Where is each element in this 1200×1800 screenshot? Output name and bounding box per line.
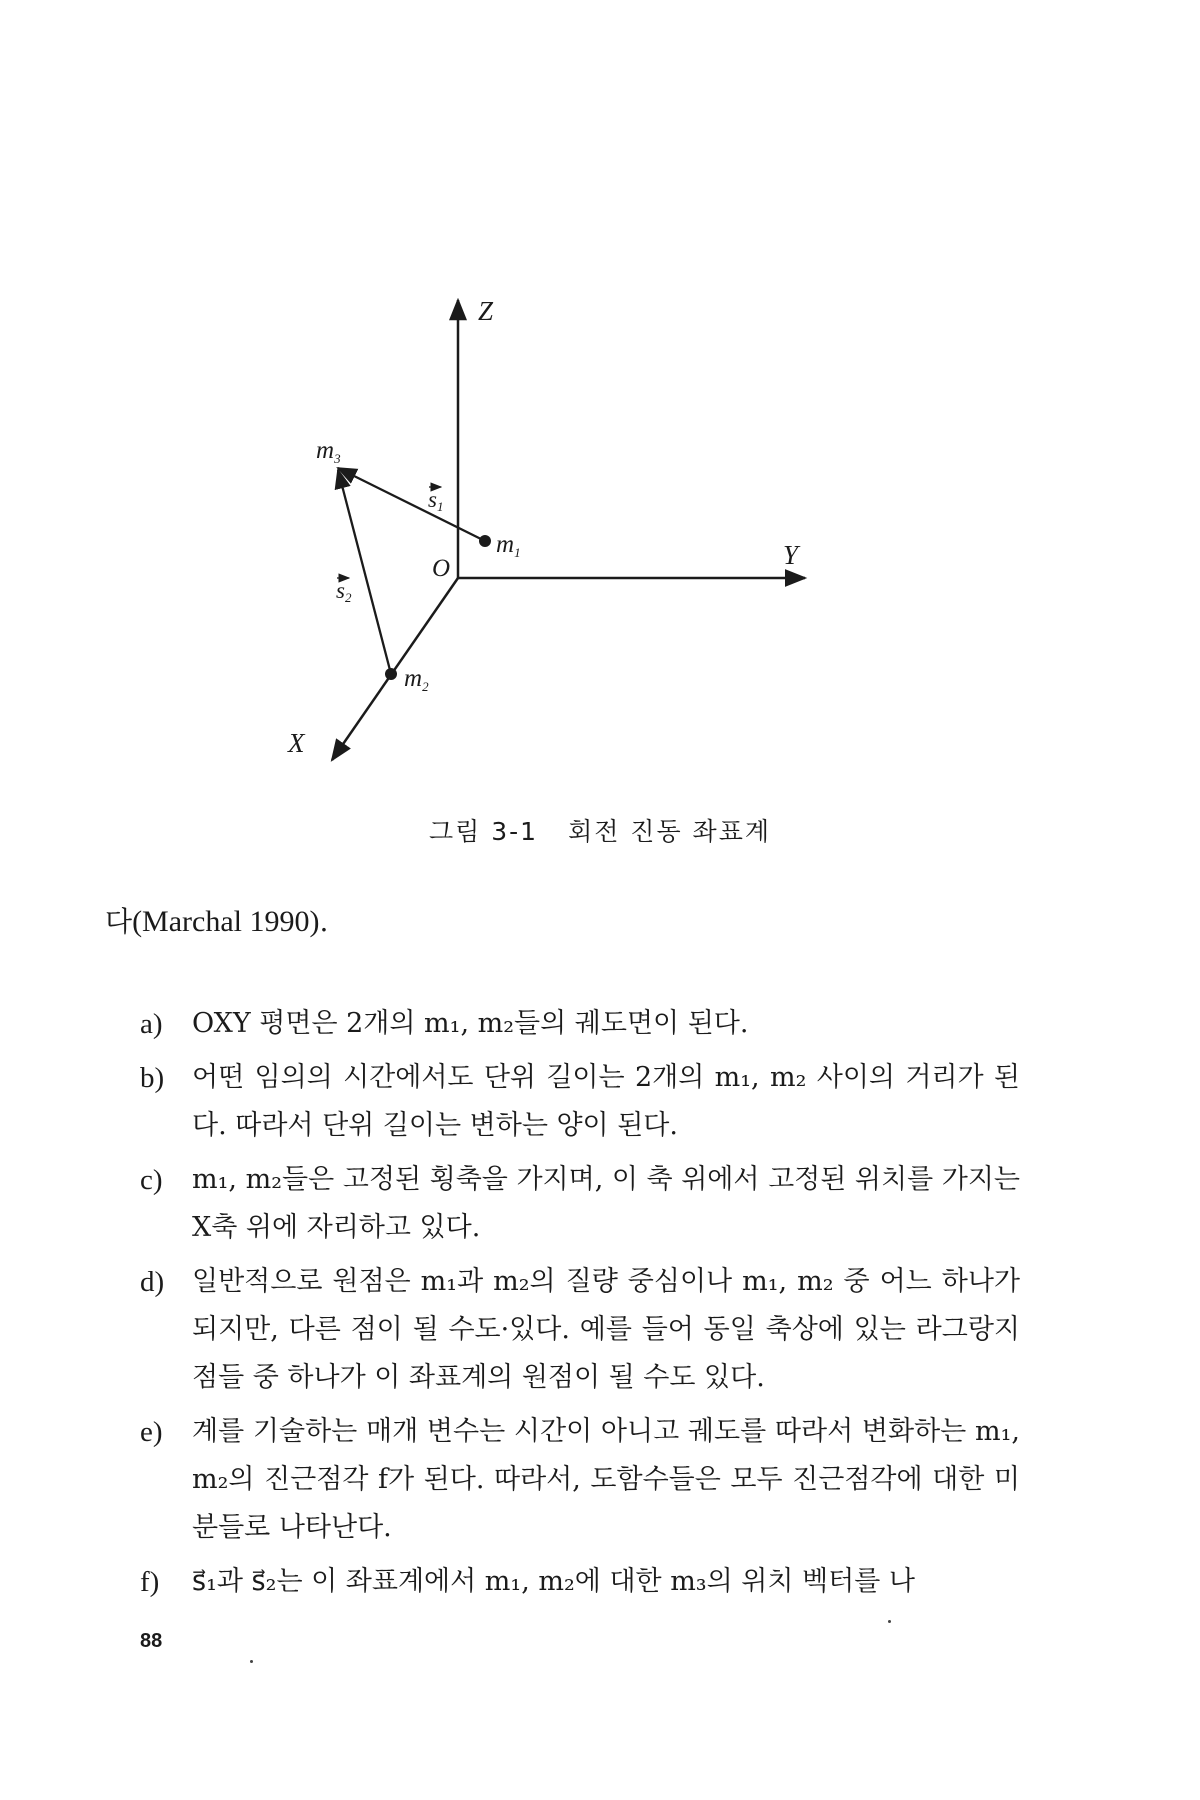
mass-m1-label: $m_1$ [496,531,521,560]
page-number: 88 [140,1630,163,1652]
item-marker: b) [140,1062,165,1094]
vector-s2-label [336,578,352,605]
vector-s2 [338,470,391,674]
item-text: 계를 기술하는 매개 변수는 시간이 아니고 궤도를 따라서 변화하는 m₁, m₂의 진근점각 f가 된다. 따라서, 도함수들은 모두 진근점각에 대한 미분들로 나타난다. [192,1416,1020,1543]
item-list [140,1000,1020,1612]
figure-caption [0,812,1200,848]
scan-speck [250,1660,253,1663]
svg-text:s2: s2 [336,578,352,605]
scan-speck [888,1620,891,1623]
origin-label: O [432,555,451,582]
list-item [140,1558,1020,1606]
x-axis [332,578,458,760]
vector-s1-label [428,487,443,514]
figure-title: 회전 진동 좌표계 [568,817,772,846]
item-text: s⃗₁과 s⃗₂는 이 좌표계에서 m₁, m₂에 대한 m₃의 위치 벡터를 나 [192,1566,915,1597]
citation: (Marchal 1990) [132,905,320,938]
vector-s1 [338,468,485,541]
lead-prefix: 다 [105,905,133,938]
lead-suffix: . [319,905,329,938]
item-text: OXY 평면은 2개의 m₁, m₂들의 궤도면이 된다. [192,1008,749,1039]
mass-m1-dot [479,535,491,547]
lead-text [105,900,328,940]
item-text: m₁, m₂들은 고정된 횡축을 가지며, 이 축 위에서 고정된 위치를 가지는 X축 위에 자리하고 있다. [192,1164,1020,1243]
mass-m3-label: $m_3$ [316,437,341,466]
z-axis-label: Z [478,296,494,326]
mass-m2-dot [385,668,397,680]
figure-number: 그림 3-1 [428,817,539,846]
x-axis-label: X [288,728,305,758]
list-item [140,1054,1020,1150]
y-axis-label: Y [783,540,799,570]
rotating-coordinate-diagram [0,0,1200,800]
list-item [140,1258,1020,1402]
list-item [140,1156,1020,1252]
item-marker: e) [140,1416,163,1448]
list-item [140,1000,1020,1048]
item-marker: f) [140,1566,160,1598]
item-marker: d) [140,1266,165,1298]
item-text: 일반적으로 원점은 m₁과 m₂의 질량 중심이나 m₁, m₂ 중 어느 하나가 되지만, 다른 점이 될 수도·있다. 예를 들어 동일 축상에 있는 라그랑지 점들 중 하나가 이 좌표계의 원점이 될 수도 있다. [192,1266,1020,1393]
mass-m2-label: $m_2$ [404,665,429,694]
svg-text:s1: s1 [428,487,444,514]
list-item [140,1408,1020,1552]
item-text: 어떤 임의의 시간에서도 단위 길이는 2개의 m₁, m₂ 사이의 거리가 된다. 따라서 단위 길이는 변하는 양이 된다. [192,1062,1020,1141]
item-marker: c) [140,1164,163,1196]
item-marker: a) [140,1008,163,1040]
